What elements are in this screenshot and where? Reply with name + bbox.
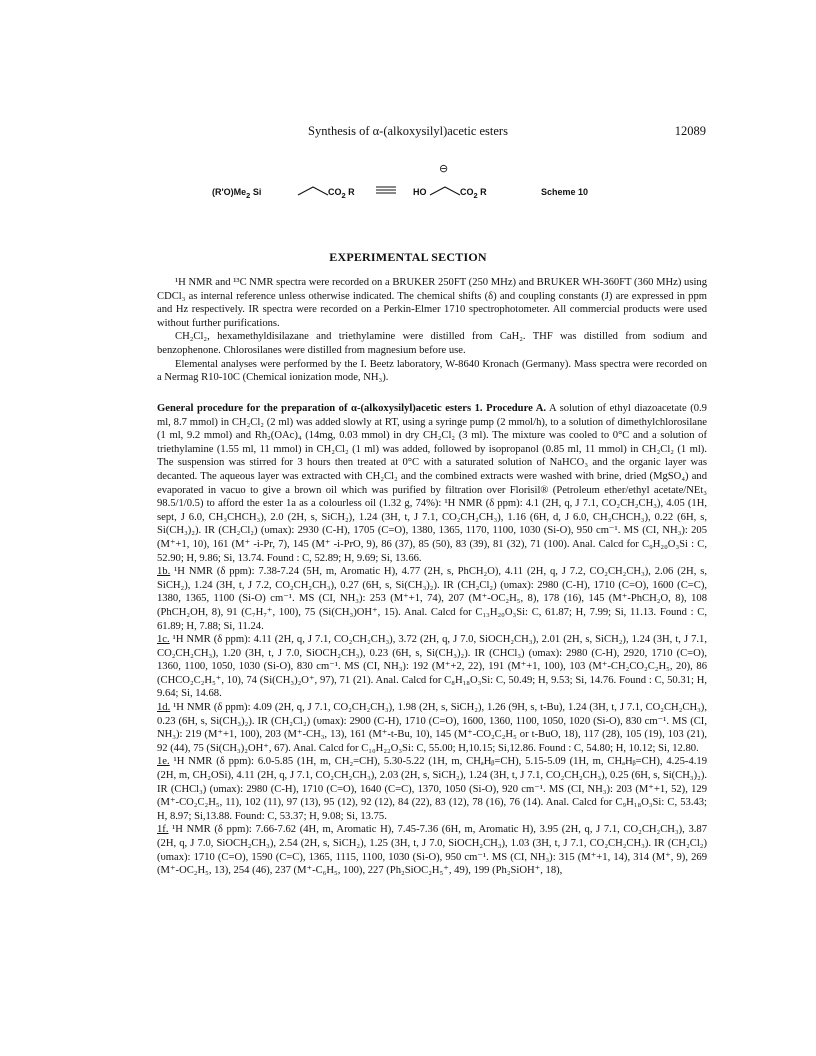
compound-entry-1d (157, 701, 707, 755)
intro-paragraph-solvents: CH₂Cl₂, hexamethyldisilazane and triethylamine were distilled from CaH₂. THF was distilled from sodium and benzophenone. Chlorosilanes were distilled from magnesium before use. (157, 331, 707, 356)
silyl-group-label: $(R'O)Me_2$ Si (212, 187, 262, 200)
left-ester-label: $CO_2$ R (328, 187, 355, 200)
procedure-section (157, 402, 707, 878)
left-bond-lines (298, 187, 328, 195)
compound-entry-1e (157, 755, 707, 823)
compound-label: 1e. (157, 756, 170, 768)
right-bond-lines (430, 187, 460, 195)
section-title: EXPERIMENTAL SECTION (329, 250, 487, 264)
compound-label: 1f. (157, 824, 169, 836)
procedure-paragraph (157, 402, 707, 565)
compound-data: ¹H NMR (δ ppm): 4.09 (2H, q, J 7.1, CO₂CH₂CH₃), 1.98 (2H, s, SiCH₂), 1.26 (9H, s, t-Bu), 1.24 (3H, t, J 7.1, CO₂CH₂CH₃), 0.23 (6H, s, Si(CH₃)₂). IR (CH₂Cl₂) (υmax): 2900 (C-H), 1710 (C=O), 1600, 1360, 1100, 1050, 1020 (Si-O), 830 cm⁻¹. MS (CI, NH₃): 219 (M⁺+1, 100), 203 (M⁺-CH₃, 13), 161 (M⁺-t-Bu, 10), 145 (M⁺-CO₂C₂H₅ or t-BuO, 18), 117 (28), 105 (19), 103 (21), 92 (44), 75 (Si(CH₃)₂OH⁺, 67). Anal. Calcd for C₁₀H₂₂O₃Si: C, 55.00; H,10.15; Si,12.86. Found : C, 54.80; H, 10.12; Si, 12.80. (157, 702, 707, 754)
intro-paragraph-nmr: ¹H NMR and ¹³C NMR spectra were recorded on a BRUKER 250FT (250 MHz) and BRUKER WH-360FT (360 MHz) using CDCl₃ as internal reference unless otherwise indicated. The chemical shifts (δ) and coupling constants (J) are expressed in ppm and Hz respectively. IR spectra were recorded on a Perkin-Elmer 1710 spectrophotometer. All commercial products were used without further purifications. (157, 277, 707, 329)
compound-data: ¹H NMR (δ ppm): 7.66-7.62 (4H, m, Aromatic H), 7.45-7.36 (6H, m, Aromatic H), 3.95 (2H, q, J 7.1, CO₂CH₂CH₃), 3.87 (2H, q, J 7.0, SiOCH₂CH₃), 2.54 (2H, s, SiCH₂), 1.25 (3H, t, J 7.0, SiOCH₂CH₃), 1.03 (3H, t, J 7.1, CO₂CH₂CH₃). IR (CH₂Cl₂) (υmax): 1710 (C=O), 1590 (C=C), 1365, 1115, 1100, 1030 (Si-O), 950 cm⁻¹. MS (CI, NH₃): 315 (M⁺+1, 14), 314 (M⁺, 9), 269 (M⁺-OC₂H₅, 13), 254 (46), 237 (M⁺-C₆H₅, 100), 227 (Ph₂SiOC₂H₅⁺, 49), 199 (Ph₂SiOH⁺, 18), (157, 824, 707, 877)
procedure-body: A solution of ethyl diazoacetate (0.9 ml, 8.7 mmol) in CH₂Cl₂ (2 ml) was added slowly at RT, using a syringe pump (2 mmol/h), to a solution of dimethylchlorosilane (1 ml, 9.2 mmol) and Rh₂(OAc)₄ (14mg, 0.03 mmol) in dry CH₂Cl₂ (3 ml). The mixture was cooled to 0°C and a solution of triethylamine (1.55 ml, 11 mmol) in CH₂Cl₂ (1 ml) was added, followed by isopropanol (0.85 ml, 11 mmol) in CH₂Cl₂ (1 ml). The suspension was stirred for 3 hours then treated at 0°C with a saturated solution of NaHCO₃ and the organic layer was decanted. The aqueous layer was extracted with CH₂Cl₂ and the combined extracts were washed with brine, dried (MgSO₄) and evaporated in vacuo to give a brown oil which was purified by filtration over Florisil® (Petroleum ether/ethyl acetate/NEt₃ 98.5/1/0.5) to afford the ester 1a as a colourless oil (1.32 g, 74%): ¹H NMR (δ ppm): 4.1 (2H, q, J 7.1, CO₂CH₂CH₃), 4.05 (1H, sept, J 6.0, CH₃CHCH₃), 2.0 (2H, s, SiCH₂), 1.24 (3H, t, J 7.1, CO₂CH₂CH₃), 1.16 (6H, d, J 6.0, CH₃CHCH₃), 0.22 (6H, s, Si(CH₃)₂). IR (CH₂Cl₂) (υmax): 2930 (C-H), 1705 (C=O), 1380, 1365, 1170, 1100, 1030 (Si-O), 950 cm⁻¹. MS (CI, NH₃): 205 (M⁺+1, 10), 161 (M⁺ -i-Pr, 7), 145 (M⁺ -i-PrO, 9), 86 (37), 85 (50), 83 (39), 81 (32), 71 (100). Anal. Calcd for C₉H₂₀O₃Si : C, 52.90; H, 9.86; Si, 13.74. Found : C, 52.89; H, 9.69; Si, 13.66. (157, 403, 707, 564)
compound-entry-1c (157, 633, 707, 701)
running-header-title: Synthesis of α-(alkoxysilyl)acetic esters (308, 124, 508, 138)
compound-data: ¹H NMR (δ ppm): 4.11 (2H, q, J 7.1, CO₂CH₂CH₃), 3.72 (2H, q, J 7.0, SiOCH₂CH₃), 2.01 (2H, s, SiCH₂), 1.24 (3H, t, J 7.1, CO₂CH₂CH₃), 1.20 (3H, t, J 7.0, SiOCH₂CH₃), 0.23 (6H, s, Si(CH₃)₂). IR (CHCl₃) (υmax): 2980 (C-H), 2920, 1710 (C=O), 1360, 1100, 1050, 1030 (Si-O), 830 cm⁻¹. MS (CI, NH₃): 192 (M⁺+2, 22), 191 (M⁺+1, 100), 103 (M⁺-CH₂CO₂C₂H₅, 20), 86 (CHCO₂C₂H₅⁺, 10), 74 (Si(CH₃)₂O⁺, 97), 71 (21). Anal. Calcd for C₈H₁₈O₃Si: C, 50.49; H, 9.53; Si, 14.76. Found : C, 50.31; H, 9.64; Si, 14.68. (157, 634, 707, 700)
compound-label: 1b. (157, 566, 171, 578)
compound-label: 1d. (157, 702, 171, 714)
anion-charge-label: ⊖ (439, 163, 449, 175)
compound-data: ¹H NMR (δ ppm): 7.38-7.24 (5H, m, Aromatic H), 4.77 (2H, s, PhCH₂O), 4.11 (2H, q, J 7.2, CO₂CH₂CH₃), 2.06 (2H, s, SiCH₂), 1.24 (3H, t, J 7.2, CO₂CH₂CH₃), 0.27 (6H, s, Si(CH₃)₂). IR (CH₂Cl₂) (υmax): 2980 (C-H), 1710 (C=O), 1600 (C=C), 1380, 1365, 1100 (Si-O) cm⁻¹. MS (CI, NH₃): 253 (M⁺+1, 74), 207 (M⁺-OC₂H₅, 8), 178 (16), 145 (M⁺-PhCH₂O, 8), 108 (PhCH₂OH, 8), 91 (C₇H₇⁺, 100), 75 (Si(CH₃)OH⁺, 15). Anal. Calcd for C₁₃H₂₀O₃Si: C, 61.87; H, 7.99; Si, 11.13. Found : C, 61.89; H, 7.88; Si, 11.24. (157, 566, 707, 632)
page-number: 12089 (674, 124, 706, 138)
scheme-structure-drawing (210, 160, 630, 204)
intro-paragraph-analyses: Elemental analyses were performed by the I. Beetz laboratory, W-8640 Kronach (Germany). Mass spectra were recorded on a Nermag R10-10C (Chemical ionization mode, NH₃). (157, 358, 707, 384)
procedure-heading: General procedure for the preparation of α-(alkoxysilyl)acetic esters 1. Procedure A. (157, 403, 547, 414)
scheme-10 (210, 160, 630, 204)
compound-entry-1b (157, 565, 707, 633)
hydroxy-label: HO (413, 187, 427, 197)
compound-label: 1c. (157, 634, 170, 646)
compound-data: ¹H NMR (δ ppm): 6.0-5.85 (1H, m, CH₂=CH), 5.30-5.22 (1H, m, CHₐHᵦ=CH), 5.15-5.09 (1H, m, CHₐHᵦ=CH), 4.25-4.19 (2H, m, CH₂OSi), 4.11 (2H, q, J 7.1, CO₂CH₂CH₃), 2.03 (2H, s, SiCH₂), 1.24 (3H, t, J 7.1, CO₂CH₂CH₃), 0.25 (6H, s, Si(CH₃)₂). IR (CHCl₃) (υmax): 2980 (C-H), 1710 (C=O), 1640 (C=C), 1370, 1050 (Si-O), 920 cm⁻¹. MS (CI, NH₃): 203 (M⁺+1, 52), 129 (M⁺-CO₂C₂H₅, 11), 102 (11), 97 (13), 95 (12), 92 (12), 84 (22), 83 (12), 78 (16), 76 (14). Anal. Calcd for C₉H₁₈O₃Si: C, 53.43; H, 8.97; Si,13.88. Found: C, 53.37; H, 9.08; Si, 13.75. (157, 756, 707, 822)
compound-entry-1f (157, 823, 707, 877)
right-ester-label: $CO_2$ R (460, 187, 487, 200)
scheme-label: Scheme 10 (541, 187, 589, 197)
intro-section (157, 276, 707, 385)
